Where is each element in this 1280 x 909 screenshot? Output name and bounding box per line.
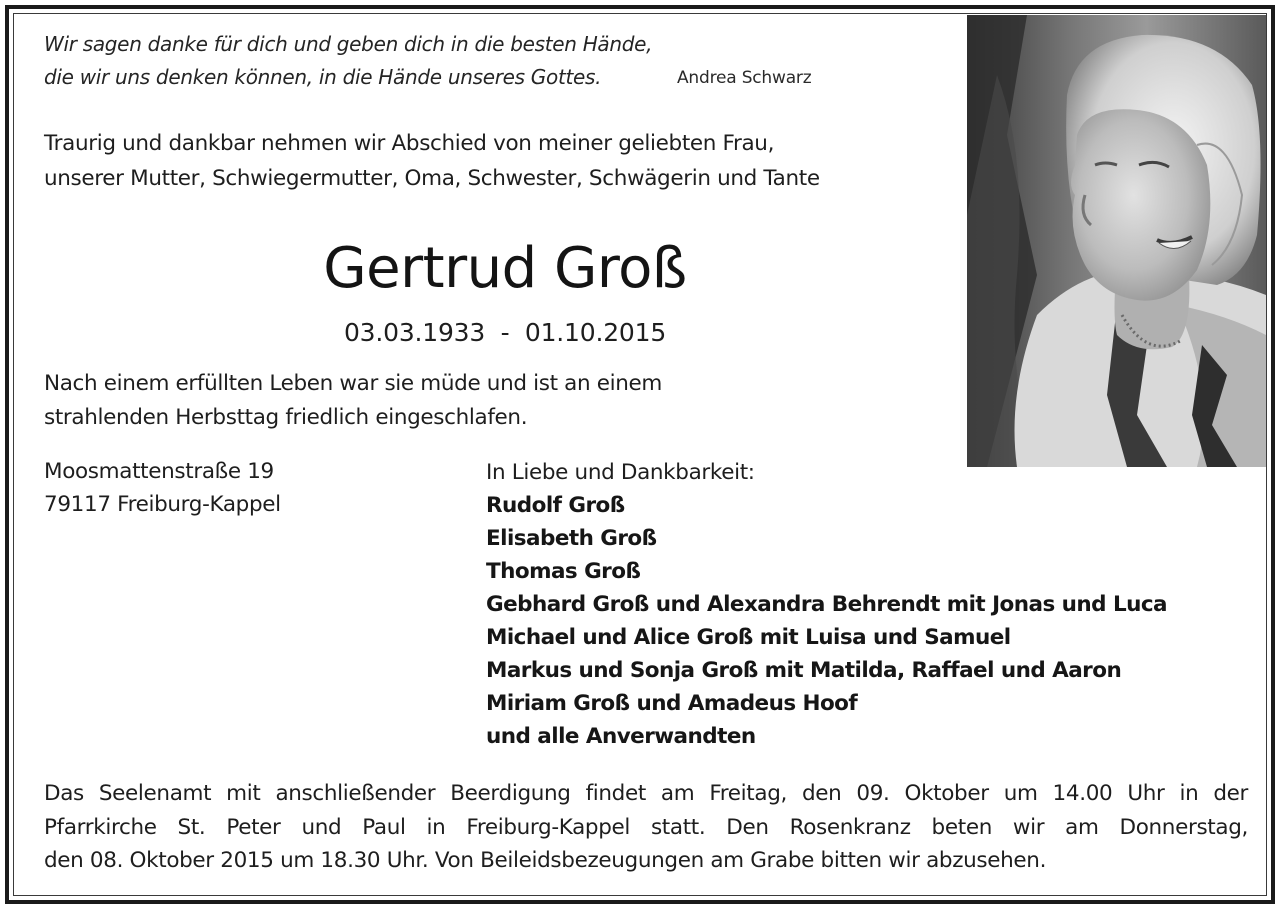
quote-line-2: die wir uns denken können, in die Hände unseres Gottes. bbox=[44, 65, 602, 89]
mourner-name: Miriam Groß und Amadeus Hoof bbox=[486, 691, 858, 716]
mourner-name: Thomas Groß bbox=[486, 559, 641, 584]
life-text-line-2: strahlenden Herbsttag friedlich eingeschlafen. bbox=[44, 405, 528, 430]
life-text-line-1: Nach einem erfüllten Leben war sie müde und ist an einem bbox=[44, 371, 663, 396]
mourner-name: Michael und Alice Groß mit Luisa und Samuel bbox=[486, 625, 1011, 650]
quote-line-1: Wir sagen danke für dich und geben dich in die besten Hände, bbox=[44, 32, 653, 56]
mourner-name: Markus und Sonja Groß mit Matilda, Raffael und Aaron bbox=[486, 658, 1122, 683]
mourners-intro: In Liebe und Dankbarkeit: bbox=[486, 460, 755, 485]
funeral-notice-line-3: den 08. Oktober 2015 um 18.30 Uhr. Von Beileidsbezeugungen am Grabe bitten wir abzusehen. bbox=[44, 848, 1047, 873]
intro-line-1: Traurig und dankbar nehmen wir Abschied von meiner geliebten Frau, bbox=[44, 131, 775, 156]
life-dates: 03.03.1933 - 01.10.2015 bbox=[343, 318, 667, 347]
address-street: Moosmattenstraße 19 bbox=[44, 459, 274, 484]
intro-line-2: unserer Mutter, Schwiegermutter, Oma, Schwester, Schwägerin und Tante bbox=[44, 166, 820, 191]
quote-author: Andrea Schwarz bbox=[677, 68, 812, 88]
mourner-name: Elisabeth Groß bbox=[486, 526, 657, 551]
mourner-name: und alle Anverwandten bbox=[486, 724, 756, 749]
mourner-name: Rudolf Groß bbox=[486, 493, 625, 518]
portrait-photo bbox=[967, 15, 1266, 467]
funeral-notice-line-2: Pfarrkirche St. Peter und Paul in Freiburg-Kappel statt. Den Rosenkranz beten wir am Donnerstag, bbox=[44, 815, 1248, 840]
address-city: 79117 Freiburg-Kappel bbox=[44, 492, 281, 517]
funeral-notice-line-1: Das Seelenamt mit anschließender Beerdigung findet am Freitag, den 09. Oktober um 14.00 Uhr in der bbox=[44, 781, 1248, 806]
deceased-name: Gertrud Groß bbox=[323, 236, 687, 301]
mourner-name: Gebhard Groß und Alexandra Behrendt mit Jonas und Luca bbox=[486, 592, 1167, 617]
